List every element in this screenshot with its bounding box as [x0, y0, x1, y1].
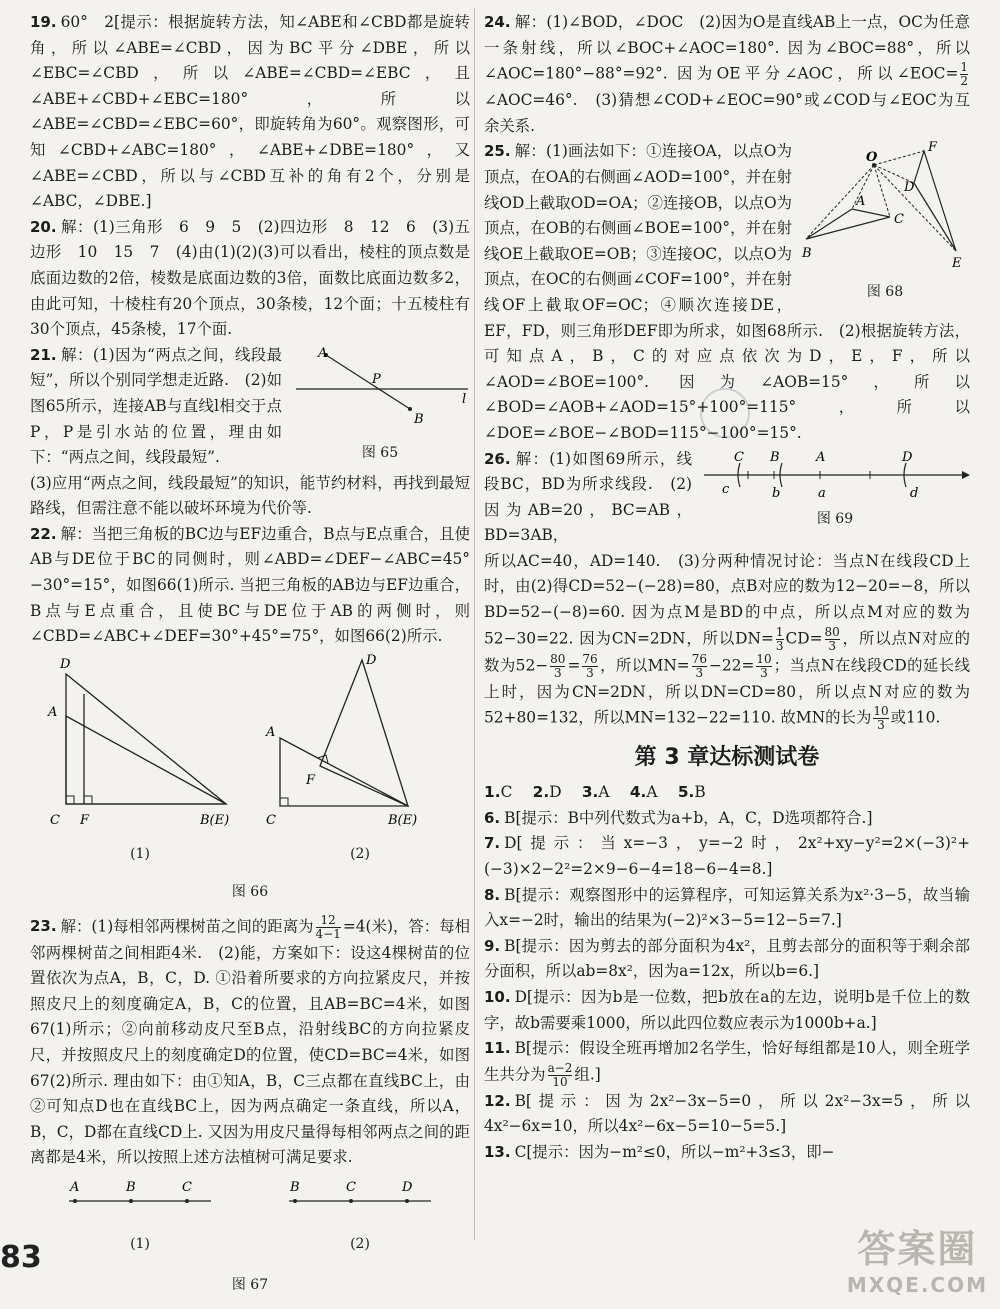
fraction: [873, 705, 888, 732]
label-f: F: [306, 772, 316, 788]
fraction: [550, 653, 565, 680]
label-c: C: [346, 1179, 356, 1195]
answer-text-continued: −22=: [708, 656, 755, 675]
label-e: E: [952, 256, 962, 272]
figure-caption: 图 68: [866, 283, 904, 300]
answer-text-continued: ，所以点N对应的数为52−: [484, 629, 970, 675]
label-c: C: [734, 449, 744, 465]
label-f: F: [928, 141, 938, 156]
answer-value: D: [549, 783, 562, 802]
question-26: [484, 447, 970, 733]
question-number: 19.: [30, 13, 57, 31]
fraction: [316, 914, 341, 941]
label-a: A: [266, 724, 276, 740]
question-8: [484, 883, 970, 934]
answer-text: B[提示：观察图形中的运算程序，可知运算关系为x²·3−5，故当输入x=−2时，输出的结果为(−2)²×3−5=12−5=7.]: [484, 885, 970, 930]
fraction-numerator: 76: [582, 651, 598, 666]
answer-value: A: [646, 783, 658, 802]
question-20: [30, 215, 470, 343]
label-d: D: [904, 180, 915, 196]
question-number: 13.: [484, 1142, 511, 1161]
question-number: 8.: [484, 885, 501, 904]
figure-caption: 图 65: [361, 445, 399, 462]
question-11: [484, 1036, 970, 1089]
label-d-value: d: [910, 485, 919, 499]
question-number: 12.: [484, 1091, 511, 1110]
question-number: 22.: [30, 524, 57, 543]
question-23: [30, 914, 470, 1171]
label-l: l: [462, 391, 467, 407]
fraction-numerator: 1: [775, 624, 784, 639]
right-column: [484, 10, 970, 1166]
fraction-numerator: 76: [691, 651, 707, 666]
fraction: [582, 653, 597, 680]
answer-text-continued: =: [567, 656, 581, 675]
answer-text-continued: CD=: [785, 629, 823, 648]
label-o: O: [866, 150, 878, 166]
answer-text-continued: 组.]: [574, 1065, 601, 1084]
answer-text: 解：(1)每相邻两棵树苗之间的距离为: [60, 917, 314, 936]
fraction-denominator: 10: [552, 1074, 568, 1089]
question-number: 21.: [30, 345, 57, 364]
question-number: 26.: [484, 449, 511, 468]
label-f: F: [80, 812, 90, 828]
answer-text: 解：(1)如图69所示，线段BC，BD为所求线段. (2)因为AB=20，BC=AB，BD=3AB，: [484, 449, 692, 545]
answer-text-continued: 或110.: [890, 708, 941, 727]
label-c: C: [266, 812, 276, 828]
answer-text-continued: ；当点N在线段CD的延长线上时，因为CN=2DN，所以DN=CD=80，所以点N对应的数为52+80=132，所以MN=132−22=110. 故MN的长为: [484, 656, 970, 727]
fraction-numerator: 10: [756, 651, 772, 666]
question-number: 9.: [484, 936, 501, 955]
figure-caption: 图 67: [231, 1277, 269, 1294]
question-10: [484, 985, 970, 1036]
question-number: 4.: [629, 783, 647, 802]
answer-text: 解：(1)三角形 6 9 5 (2)四边形 8 12 6 (3)五边形 10 15 7 (4)由(1)(2)(3)可以看出，棱柱的顶点数是底面边数的2倍，棱数是底面边数的3倍，面数比底面边数多2，由此可知，十棱柱有20个顶点，30条棱，12个面；十五棱柱有30个顶点，45条棱，17个面.: [30, 217, 470, 339]
question-number: 3.: [581, 783, 599, 802]
answer-text: B[提示：因为2x²−3x−5=0，所以2x²−3x=5，所以4x²−6x=10，所以4x²−6x−5=10−5=5.]: [484, 1091, 970, 1136]
answer-text: D[提示：当x=−3，y=−2时，2x²+xy−y²=2×(−3)²+(−3)×2−2²=2×9−6−4=18−6−4=8.]: [484, 834, 970, 879]
answer-text-continued: ∠AOC=46°. (3)猜想∠COD+∠EOC=90°或∠COD与∠EOC为互余关系.: [484, 91, 970, 135]
fraction-denominator: 3: [586, 665, 594, 680]
fraction-denominator: 2: [960, 74, 968, 89]
watermark-title: 答案圈: [857, 1227, 978, 1271]
question-number: 1.: [484, 783, 501, 802]
fraction-denominator: 3: [828, 638, 836, 653]
label-b: B: [770, 449, 780, 465]
question-6: [484, 806, 970, 832]
sub-caption: (2): [350, 846, 370, 863]
sub-caption: (1): [130, 1235, 150, 1252]
fraction-denominator: 3: [695, 665, 704, 680]
label-b: B: [802, 246, 812, 262]
figure-65-diagram: [290, 345, 470, 433]
figure-67-part-1: [65, 1175, 215, 1257]
fraction-denominator: 3: [760, 665, 768, 680]
question-9: [484, 934, 970, 985]
fraction: [692, 653, 707, 680]
figure-67-2-diagram: [285, 1175, 435, 1209]
question-19: [30, 10, 470, 215]
fraction-denominator: 3: [553, 665, 562, 680]
answer-value: B: [694, 783, 706, 802]
question-12: [484, 1089, 970, 1140]
figure-66-part-2: [260, 654, 460, 868]
answer-text: 解：(1)因为“两点之间，线段最短”，所以个别同学想走近路. (2)如图65所示，连接AB与直线l相交于点P，P是引水站的位置，理由如下：“两点之间，线段最短”.: [30, 345, 282, 467]
figure-66: [30, 654, 470, 906]
label-b: B: [290, 1179, 300, 1195]
sub-caption: (1): [130, 846, 150, 863]
label-a-value: a: [818, 485, 826, 499]
answer-value: C: [500, 783, 513, 802]
fraction: [960, 61, 968, 88]
label-b: B: [414, 411, 424, 427]
question-number: 2.: [532, 783, 550, 802]
question-number: 24.: [484, 13, 511, 31]
label-c-value: c: [722, 481, 730, 497]
label-be: B(E): [388, 812, 418, 828]
answer-text-continued: (3)应用“两点之间，线段最短”的知识，能节约材料，再找到最短路线，但需注意不能以破坏环境为代价等.: [30, 473, 470, 518]
fraction: [776, 626, 784, 653]
figure-69: [700, 449, 970, 533]
figure-66-1-diagram: [40, 654, 240, 834]
fraction-numerator: 10: [873, 704, 889, 719]
figure-67: [30, 1175, 470, 1299]
figure-caption: 图 66: [231, 884, 269, 901]
question-number: 25.: [484, 142, 511, 161]
column-divider: [474, 8, 475, 1240]
fraction: [825, 626, 840, 653]
question-25: [484, 139, 970, 446]
label-c: C: [50, 812, 60, 828]
question-7: [484, 831, 970, 882]
fraction-numerator: 80: [550, 651, 566, 666]
question-22: [30, 522, 470, 650]
label-a: A: [816, 449, 826, 465]
label-b-value: b: [772, 485, 781, 499]
answer-text: 60° 2[提示：根据旋转方法，知∠ABE和∠CBD都是旋转角，所以∠ABE=∠CBD，因为BC平分∠DBE，所以∠EBC=∠CBD，所以∠ABE=∠CBD=∠EBC，且∠ABE+∠CBD+∠EBC=180°，所以∠ABE=∠CBD=∠EBC=60°，即旋转角为60°。观察图形，可知∠CBD+∠ABC=180°，∠ABE+∠DBE=180°，又∠ABE=∠CBD，所以与∠CBD互补的角有2个，分别是∠ABC，∠DBE.]: [30, 13, 470, 211]
label-p: P: [372, 371, 381, 387]
answer-value: A: [598, 783, 610, 802]
answer-text: 解：当把三角板的BC边与EF边重合，B点与E点重合，且使AB与DE位于BC的同侧时，则∠ABD=∠DEF−∠ABC=45°−30°=15°，如图66(1)所示. 当把三角板的AB边与EF边重合，B点与E点重合，且使BC与DE位于AB的两侧时，则∠CBD=∠ABC+∠DEF=30°+45°=75°，如图66(2)所示.: [30, 524, 470, 646]
figure-66-part-1: [40, 654, 240, 868]
fraction-numerator: 12: [316, 914, 341, 928]
question-number: 7.: [484, 834, 501, 853]
fraction-denominator: 3: [877, 718, 885, 733]
question-24: [484, 10, 970, 139]
label-be: B(E): [200, 812, 230, 828]
question-13: [484, 1140, 970, 1166]
fraction: [548, 1062, 573, 1089]
page-number: 83: [0, 1240, 42, 1275]
figure-67-part-2: [285, 1175, 435, 1257]
answer-text: 解：(1)画法如下：①连接OA，以点O为顶点，在OA的右侧画∠AOD=100°，并在射线OD上截取OD=OA；②连接OB，以点O为顶点，在OB的右侧画∠BOE=100°，并在射线OE上截取OE=OB；③连接OC，以点O为顶点，在OC的右侧画∠COF=100°，并在射线OF上截取OF=OC；④顺次连接DE，EF，FD，则三角形DEF即为所求，如图68所示. (2)根据旋转方法，可知点A，B，C的对应点依次为D，E，F，所以∠AOD=∠BOE=100°. 因为∠AOB=15°，所以∠BOD=∠AOB+∠AOD=15°+100°=115°，所以∠DOE=∠BOE−∠BOD=115°−100°=15°.: [484, 142, 970, 442]
watermark-url: MXQE.COM: [846, 1273, 988, 1297]
figure-caption: 图 69: [816, 511, 854, 528]
fraction: [756, 653, 771, 680]
answer-text: B[提示：B中列代数式为a+b，A，C，D选项都符合.]: [504, 808, 873, 827]
segment-ab: [326, 355, 410, 409]
question-number: 5.: [677, 783, 695, 802]
answer-text: C[提示：因为−m²≤0，所以−m²+3≤3，即−: [514, 1142, 835, 1161]
point-b: [408, 407, 412, 411]
label-d: D: [366, 653, 377, 668]
question-number: 20.: [30, 217, 57, 236]
figure-68: [800, 141, 970, 305]
figure-66-2-diagram: [260, 654, 460, 834]
figure-69-diagram: [700, 449, 970, 499]
question-number: 10.: [484, 988, 511, 1006]
label-d: D: [402, 1179, 413, 1195]
answer-text-continued: ，所以MN=: [599, 656, 690, 675]
short-answers-row: [484, 780, 970, 806]
label-c: C: [182, 1179, 192, 1195]
section-heading: 第 3 章达标测试卷: [634, 745, 820, 771]
question-number: 11.: [484, 1039, 511, 1058]
question-number: 6.: [484, 808, 501, 827]
label-c: C: [894, 212, 904, 228]
figure-65: [290, 345, 470, 467]
label-a: A: [70, 1179, 80, 1195]
question-number: 23.: [30, 917, 57, 936]
label-b: B: [126, 1179, 136, 1195]
sub-caption: (2): [350, 1235, 370, 1252]
answer-text: B[提示：假设全班再增加2名学生，恰好每组都是10人，则全班学生共分为: [484, 1039, 970, 1084]
label-d: D: [60, 656, 71, 672]
answer-text: D[提示：因为b是一位数，把b放在a的左边，说明b是千位上的数字，故b需要乘1000，所以此四位数应表示为1000b+a.]: [484, 988, 970, 1032]
fraction-numerator: 80: [824, 624, 840, 639]
label-a: A: [318, 345, 328, 361]
answer-text-continued: =4(米)，答：每相邻两棵树苗之间相距4米. (2)能，方案如下：设这4棵树苗的位置依次为点A，B，C，D. ①沿着所要求的方向拉紧皮尺，并按照皮尺上的刻度确定A，B，C的位置，且AB=BC=4米，如图67(1)所示；②向前移动皮尺至B点，沿射线BC的方向拉紧皮尺，并按照皮尺上的刻度确定D的位置，使CD=BC=4米，如图67(2)所示. 理由如下：由①知A，B，C三点都在直线BC上，由②可知点D也在直线BC上，因为两点确定一条直线，所以A，B，C，D都在直线CD上. 又因为用皮尺量得每相邻两点之间的距离都是4米，所以按照上述方法植树可满足要求.: [30, 917, 470, 1167]
answer-text: 解：(1)∠BOD，∠DOC (2)因为O是直线AB上一点，OC为任意一条射线，所以∠BOC+∠AOC=180°. 因为∠BOC=88°，所以∠AOC=180°−88°=92°. 因为OE平分∠AOC，所以∠EOC=: [484, 13, 970, 83]
answer-text: B[提示：因为剪去的部分面积为4x²，且剪去部分的面积等于剩余部分面积，所以ab=8x²，因为a=12x，所以b=6.]: [484, 936, 970, 981]
fraction-denominator: 3: [775, 638, 784, 653]
figure-68-diagram: [800, 141, 970, 271]
figure-67-1-diagram: [65, 1175, 215, 1209]
label-a: A: [856, 194, 866, 210]
label-d: D: [902, 449, 913, 465]
answer-text-continued: 所以AC=40，AD=140. (3)分两种情况讨论：当点N在线段CD上时，由(2)得CD=52−(−28)=80，点B对应的数为12−20=−8，所以BD=52−(−8)=60. 因为点M是BD的中点，所以点M对应的数为52−30=22. 因为CN=2DN，所以DN=: [484, 551, 970, 648]
fraction-numerator: 1: [960, 60, 968, 75]
question-21: [30, 343, 470, 522]
fraction-denominator: 4−1: [315, 926, 341, 941]
fraction-numerator: a−2: [547, 1060, 573, 1075]
left-column: [30, 10, 470, 1299]
site-watermark: [847, 1218, 988, 1297]
label-a: A: [48, 704, 58, 720]
